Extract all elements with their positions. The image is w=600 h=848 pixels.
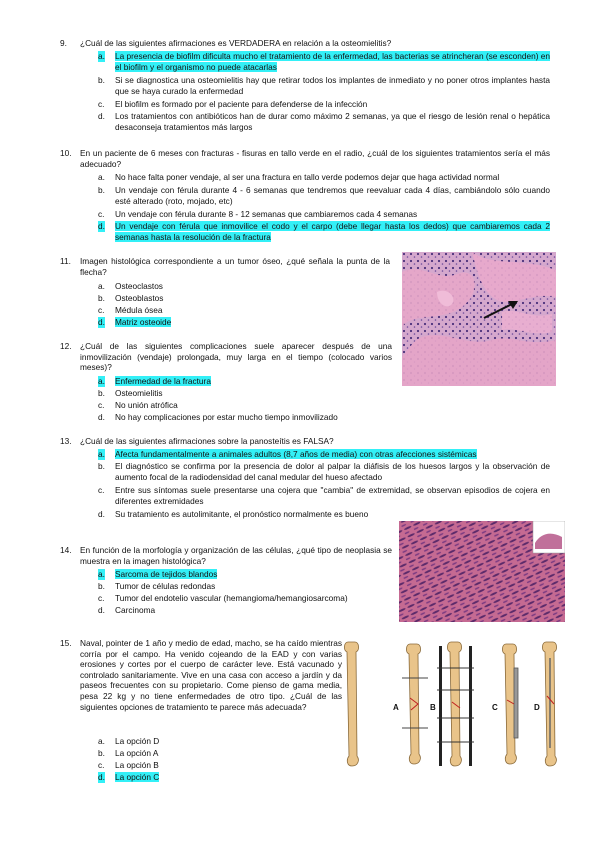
option-letter: c. bbox=[98, 593, 105, 603]
option-text: Su tratamiento es autolimitante, el pronóstico normalmente es bueno bbox=[115, 509, 369, 519]
option-letter: a. bbox=[98, 281, 105, 291]
question-number: 13. bbox=[60, 436, 72, 446]
option-letter: d. bbox=[98, 605, 105, 615]
option-letter: c. bbox=[98, 99, 105, 109]
option-letter: a. bbox=[98, 51, 105, 61]
option-text: Un vendaje con férula durante 4 - 6 semanas que tendremos que reevaluar cada 4 días, cambiándolo sólo cuando esté alterado (roto, mojado, etc) bbox=[115, 185, 550, 206]
option-letter: b. bbox=[98, 75, 105, 85]
option-letter: a. bbox=[98, 172, 105, 182]
bone-histology-drawing bbox=[402, 252, 556, 386]
question-text: En un paciente de 6 meses con fracturas - fisuras en tallo verde en el radio, ¿cuál de los siguientes tratamientos sería el más adecuado? bbox=[80, 148, 550, 169]
option-letter: d. bbox=[98, 509, 105, 519]
bone-option-b bbox=[437, 642, 474, 766]
option-text: La presencia de biofilm dificulta mucho el tratamiento de la enfermedad, las bacterias se atrincheran (se esconden) en el biofilm y el organismo no puede atacarlas bbox=[115, 51, 550, 72]
option-text: No hay complicaciones por estar mucho tiempo inmovilizado bbox=[115, 412, 338, 422]
option-text: Carcinoma bbox=[115, 605, 156, 615]
option-text: Un vendaje con férula que inmovilice el codo y el carpo (debe llegar hasta los dedos) que cambiaremos cada 2 semanas hasta la resolución de la fractura bbox=[115, 221, 550, 242]
option-text: Tumor de células redondas bbox=[115, 581, 216, 591]
option-text: Un vendaje con férula durante 8 - 12 semanas que cambiaremos cada 4 semanas bbox=[115, 209, 418, 219]
figure-label-a: A bbox=[393, 703, 399, 712]
option-text: Tumor del endotelio vascular (hemangioma/hemangiosarcoma) bbox=[115, 593, 348, 603]
question-number: 10. bbox=[60, 148, 72, 158]
option-letter: d. bbox=[98, 221, 105, 231]
question-text: ¿Cuál de las siguientes complicaciones suele aparecer después de una inmovilización (vendaje) prolongada, muy larga en el tiempo (colocado varios meses)? bbox=[80, 341, 392, 373]
option-text: El biofilm es formado por el paciente para defenderse de la infección bbox=[115, 99, 368, 109]
question-text: ¿Cuál de las siguientes afirmaciones es VERDADERA en relación a la osteomielitis? bbox=[80, 38, 392, 48]
option-letter: c. bbox=[98, 305, 105, 315]
option-letter: a. bbox=[98, 736, 105, 746]
question-number: 9. bbox=[60, 38, 67, 48]
option-letter: d. bbox=[98, 317, 105, 327]
option-text: Entre sus síntomas suele presentarse una cojera que "cambia" de extremidad, se observan episodios de cojera en diferentes extremidades bbox=[115, 485, 550, 506]
option-letter: b. bbox=[98, 581, 105, 591]
option-letter: c. bbox=[98, 760, 105, 770]
option-letter: c. bbox=[98, 400, 105, 410]
figure-label-d: D bbox=[534, 703, 540, 712]
option-letter: d. bbox=[98, 772, 105, 782]
option-letter: b. bbox=[98, 461, 105, 471]
option-letter: b. bbox=[98, 388, 105, 398]
option-text: La opción D bbox=[115, 736, 160, 746]
option-text: Osteomielitis bbox=[115, 388, 163, 398]
bone-histology-image bbox=[402, 252, 556, 386]
figure-label-c: C bbox=[492, 703, 498, 712]
option-letter: b. bbox=[98, 185, 105, 195]
option-text: La opción B bbox=[115, 760, 159, 770]
option-letter: a. bbox=[98, 569, 105, 579]
option-text: Si se diagnostica una osteomielitis hay que retirar todos los implantes de inmediato y no poner otros implantes hasta que se haya curado la enfermedad bbox=[115, 75, 550, 96]
bone-option-a bbox=[402, 644, 428, 764]
option-letter: a. bbox=[98, 449, 105, 459]
sarcoma-histology-drawing bbox=[399, 521, 565, 622]
option-letter: b. bbox=[98, 748, 105, 758]
option-text: No hace falta poner vendaje, al ser una fractura en tallo verde podemos dejar que haga actividad normal bbox=[115, 172, 500, 182]
question-number: 11. bbox=[60, 256, 71, 266]
question-number: 12. bbox=[60, 341, 72, 351]
bone-option-c bbox=[502, 644, 518, 764]
fracture-options-figure bbox=[338, 638, 568, 770]
option-text: Osteoblastos bbox=[115, 293, 164, 303]
bone-intact bbox=[344, 642, 358, 766]
question-text: ¿Cuál de las siguientes afirmaciones sobre la panosteítis es FALSA? bbox=[80, 436, 334, 446]
option-text: Sarcoma de tejidos blandos bbox=[115, 569, 218, 579]
question-number: 15. bbox=[60, 638, 72, 648]
option-text: La opción C bbox=[115, 772, 160, 782]
option-text: Matriz osteoide bbox=[115, 317, 172, 327]
option-text: Médula ósea bbox=[115, 305, 163, 315]
option-text: El diagnóstico se confirma por la presencia de dolor al palpar la diáfisis de los huesos largos y la observación de aumento focal de la radiodensidad del canal medular del hueso afectado bbox=[115, 461, 550, 482]
bone-option-d bbox=[542, 642, 556, 766]
option-text: No unión atrófica bbox=[115, 400, 178, 410]
option-text: La opción A bbox=[115, 748, 159, 758]
option-text: Osteoclastos bbox=[115, 281, 163, 291]
option-text: Los tratamientos con antibióticos han de durar como máximo 2 semanas, ya que el riesgo de lesión renal o hepática desaconseja tratamientos más largos bbox=[115, 111, 550, 132]
option-letter: b. bbox=[98, 293, 105, 303]
question-text: En función de la morfología y organización de las células, ¿qué tipo de neoplasia se muestra en la imagen histológica? bbox=[80, 545, 392, 566]
question-number: 14. bbox=[60, 545, 72, 555]
option-letter: d. bbox=[98, 412, 105, 422]
option-text: Afecta fundamentalmente a animales adultos (8,7 años de media) con otras afecciones sistémicas bbox=[115, 449, 477, 459]
option-letter: c. bbox=[98, 485, 105, 495]
option-text: Enfermedad de la fractura bbox=[115, 376, 211, 386]
fracture-options-drawing bbox=[338, 638, 568, 770]
figure-label-b: B bbox=[430, 703, 436, 712]
sarcoma-histology-image bbox=[399, 521, 565, 622]
option-letter: d. bbox=[98, 111, 105, 121]
option-letter: a. bbox=[98, 376, 105, 386]
question-text: Imagen histológica correspondiente a un tumor óseo, ¿qué señala la punta de la flecha? bbox=[80, 256, 390, 277]
question-text: Naval, pointer de 1 año y medio de edad, macho, se ha caído mientras corría por el campo. Ha venido cojeando de la EAD y con varias erosiones y cortes por el cuerpo de carácter leve. Está vacunado y controlado sanitariamente. Vive en una casa con acceso a jardín y da paseos frecuentes con su propietario. Come pienso de gama media, pesa 22 kg y no tiene enfermedades de otro tipo. ¿Cuál de las siguientes opciones de tratamiento te parece más adecuada? bbox=[80, 638, 342, 712]
option-letter: c. bbox=[98, 209, 105, 219]
